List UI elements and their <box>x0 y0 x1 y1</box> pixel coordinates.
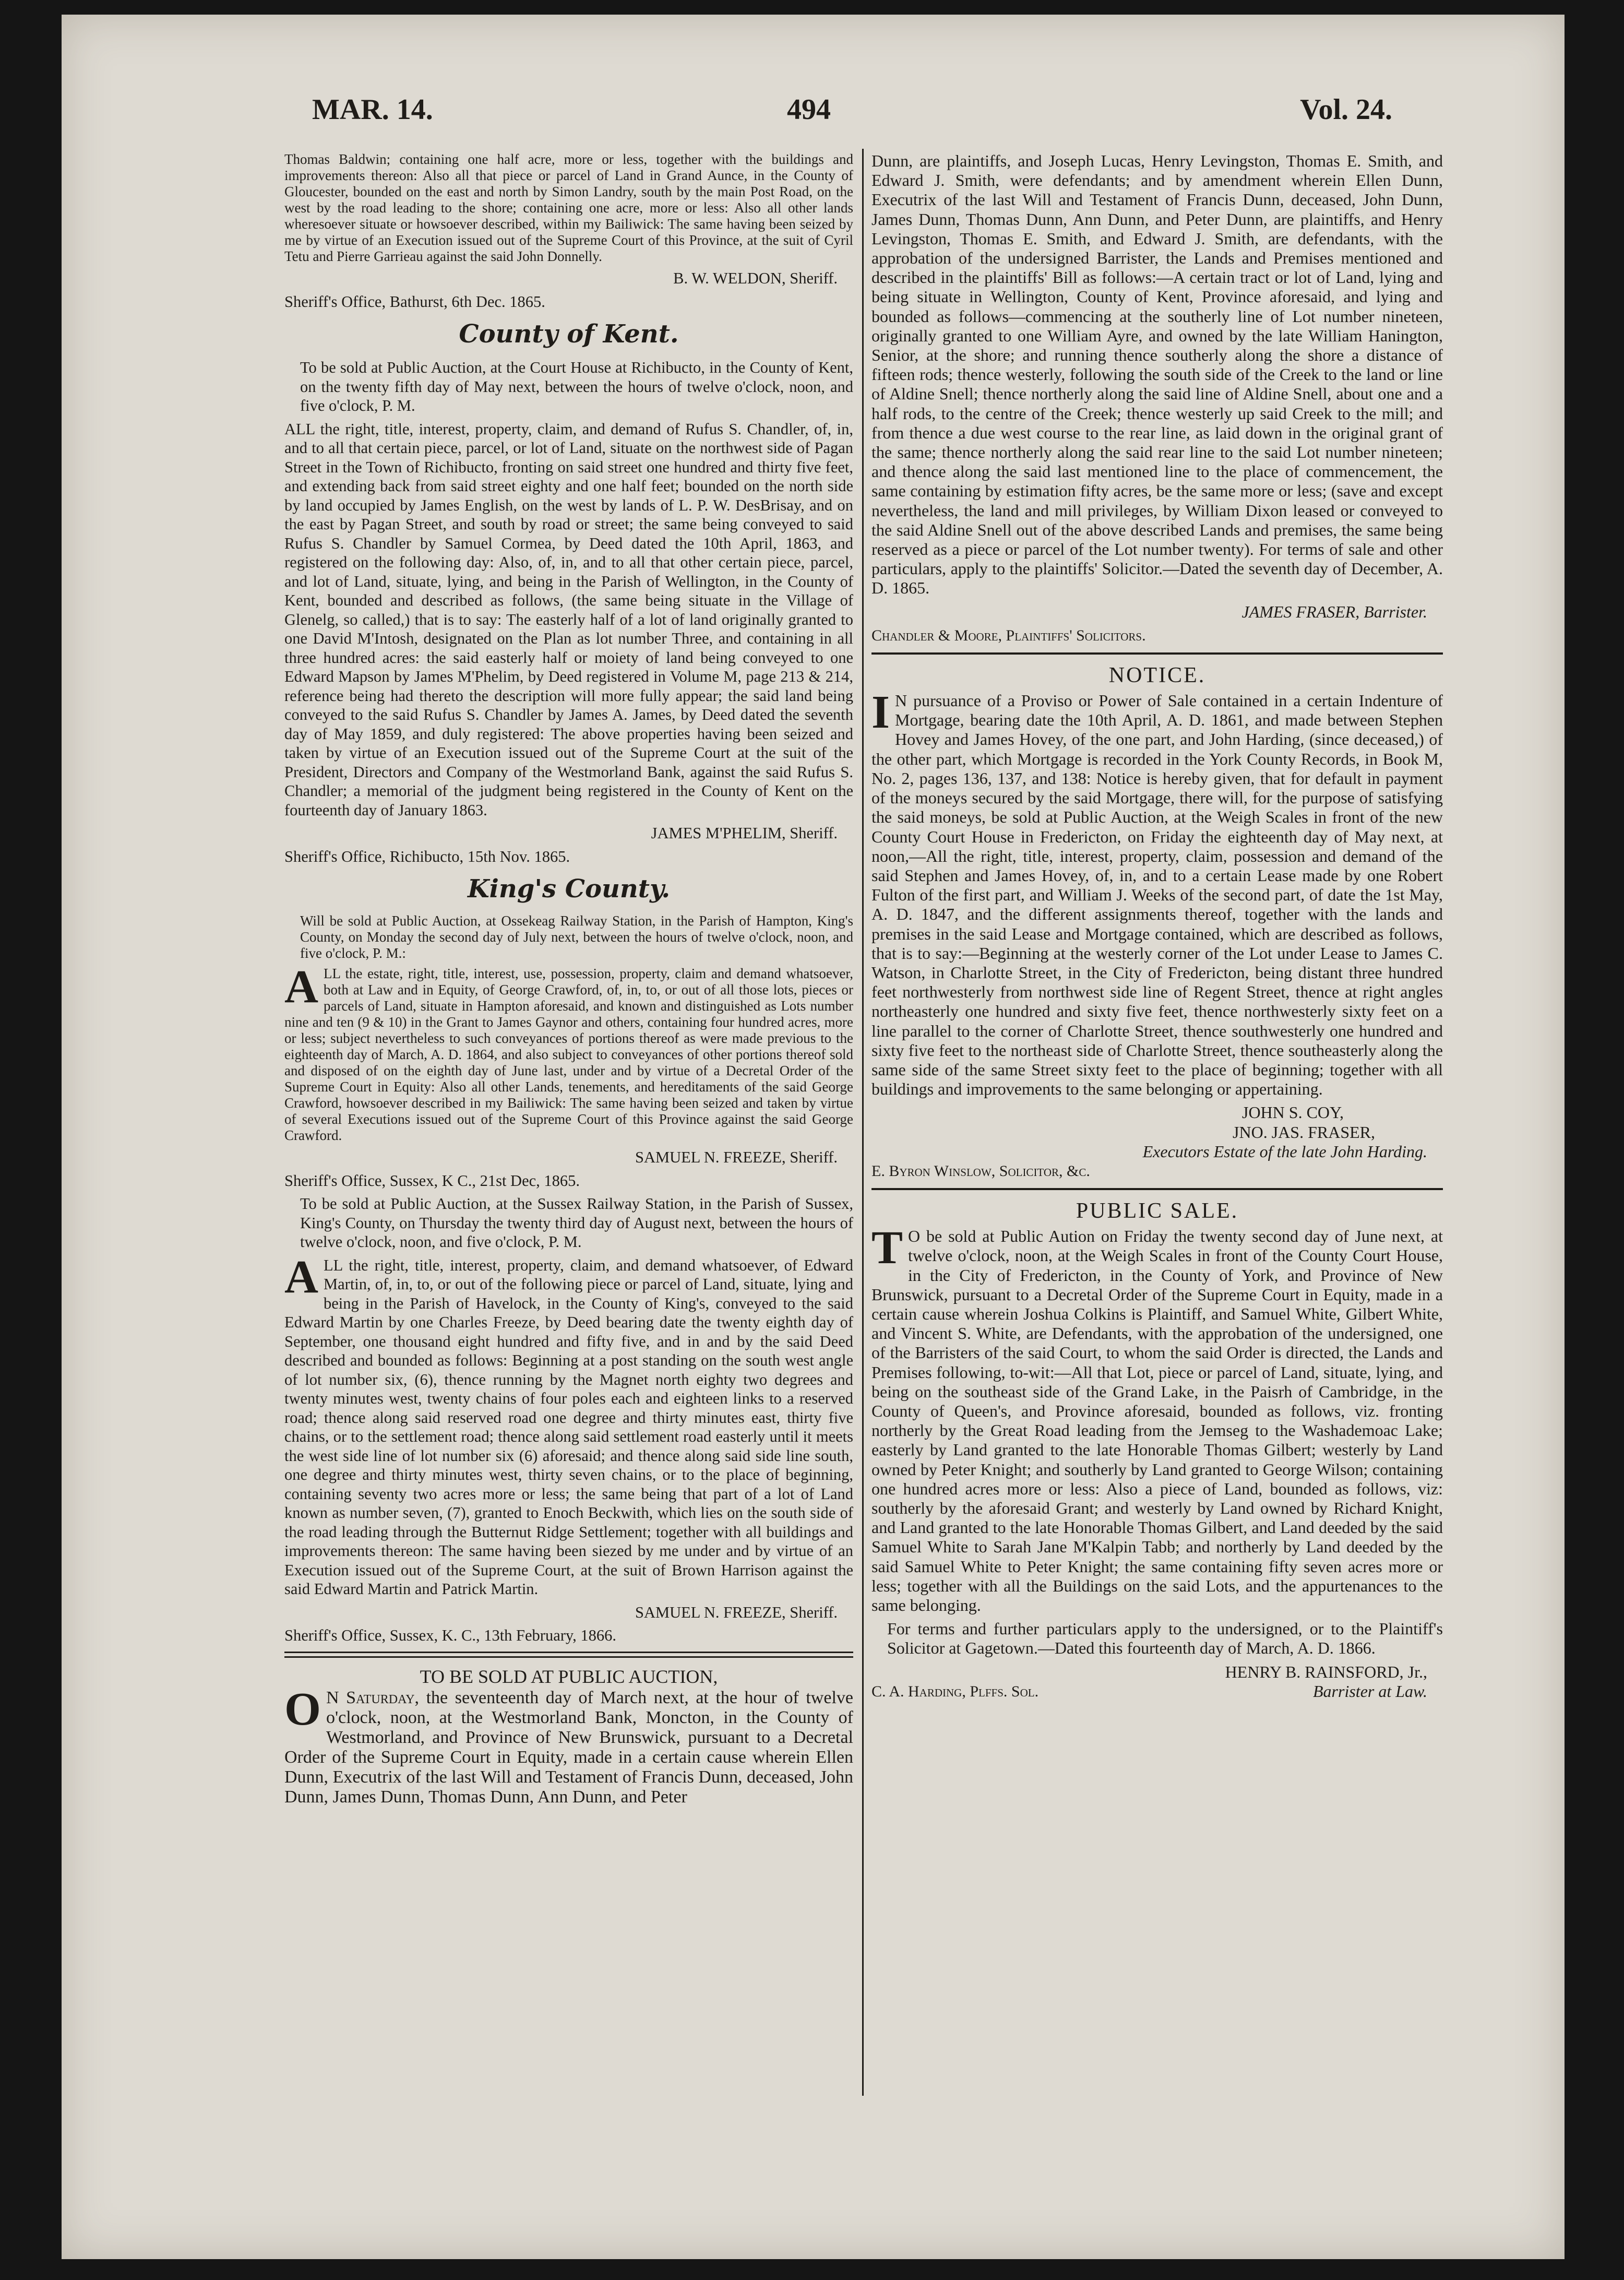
public-sale-dropcap: T <box>871 1222 903 1274</box>
notice-heading: NOTICE. <box>1108 663 1206 688</box>
notice-sig-fraser: JNO. JAS. FRASER, <box>1233 1122 1375 1142</box>
auction-body: the seventeenth day of March next, at the hour of twelve o'clock, noon, at the Westmorland Bank, Moncton, in the County of Westmorland, and Province of New Brunswick, pursuant to a Decretal Order of the Supreme Court in Equity, made in a certain cause wherein Ellen Dunn, Executrix of the last Will and Testament of Francis Dunn, deceased, John Dunn, James Dunn, Thomas Dunn, Ann Dunn, and Peter <box>284 1688 853 1807</box>
sussex-notice-body: LL the right, title, interest, property, claim, and demand whatsoever, of Edward Martin, of, in, to, or out of the following piece or parcel of Land, situate, lying and being in the Parish of Havelock, in the County of King's, conveyed to the said Edward Martin by one Charles Freeze, by Deed bearing date the twenty eighth day of September, one thousand eight hundred and fifty five, and in and by the said Deed described and bounded as follows: Beginning at a post standing on the south west angle of lot number six, (6), thence running by the Magnet north eighty two degrees and twenty minutes west, twenty chains of four poles each and eighteen links to a reserved road; thence along said reserved road one degree and thirty minutes east, thirty five chains, or to the settlement road; thence along said settlement road easterly until it meets the west side line of lot number six (6) aforesaid; and thence along said side line south, one degree and thirty minutes west, thirty seven chains, or to the place of beginning, containing seventy two acres more or less; the same being that part of a lot of Land known as number seven, (7), granted to Enoch Beckwith, which lies on the south side of the road leading through the Butternut Ridge Settlement; together with all buildings and improvements thereon: The same having been siezed by me under and by virtue of an Execution issued out of the Supreme Court, at the suit of Brown Harrison against the said Edward Martin and Patrick Martin. <box>284 1256 853 1598</box>
weldon-signature: B. W. WELDON, Sheriff. <box>673 269 838 287</box>
notice-dropcap: I <box>871 686 890 739</box>
public-sale-footer <box>871 1682 1443 1701</box>
kings-signature: SAMUEL N. FREEZE, Sheriff. <box>635 1148 838 1166</box>
notice-solicitor: E. Byron Winslow, Solicitor, &c. <box>871 1162 1090 1180</box>
weldon-notice-body: Thomas Baldwin; containing one half acre, more or less, together with the buildings and improvements thereon: Also all that piece or parcel of Land in Grand Aunce, in the County of Gloucester, bounded on the east and north by Simon Landry, south by the main Post Road, on the west by the road leading to the shore; containing one acre, more or less: Also all other lands wheresoever situate or howsoever described, within my Bailiwick: The same having been seized by me by virtue of an Execution issued out of the Supreme Court of this Province, at the suit of Cyril Tetu and Pierre Garrieau against the said John Donnelly. <box>284 151 853 264</box>
kings-intro: Will be sold at Public Auction, at Ossekeag Railway Station, in the Parish of Hampton, King's County, on Monday the second day of July next, between the hours of twelve o'clock, noon, and five o'clock, P. M.: <box>300 913 853 961</box>
kings-county-heading: King's County. <box>467 874 671 904</box>
kent-notice-body: ALL the right, title, interest, property, claim, and demand of Rufus S. Chandler, of, in, and to all that certain piece, parcel, or lot of Land, situate on the northwest side of Pagan Street in the Town of Richibucto, fronting on said street one hundred and thirty five feet, and extending back from said street eighty and one half feet; bounded on the north side by land occupied by James English, on the west by lands of L. P. W. DesBrisay, and on the east by Pagan Street, and south by road or street; the same being conveyed to said Rufus S. Chandler by Samuel Cormea, by Deed dated the 10th April, 1863, and registered on the following day: Also, of, in, and to all that other certain piece, parcel, and lot of Land, situate, lying, and being in the Parish of Wellington, in the County of Kent, bounded and described as follows, (the same being situate in the Village of Glenelg, so called,) that is to say: The easterly half of a lot of land originally granted to one David M'Intosh, designated on the Plan as lot number Three, and containing in all three hundred acres: the said easterly half or moiety of land being conveyed to one Edward Mapson by James M'Phelim, by Deed registered in Volume M, page 213 & 214, reference being had thereto the description will more fully appear; the said land being conveyed to the said Rufus S. Chandler by James A. James, by Deed dated the seventh day of May 1859, and duly registered: The above properties having been seized and taken by virtue of an Execution issued out of the Supreme Court at the suit of the President, Directors and Company of the Westmorland Bank, against the said Rufus S. Chandler; a memorial of the judgment being registered in the County of Kent on the fourteenth day of January 1863. <box>284 420 853 819</box>
section-rule <box>871 652 1443 655</box>
kings-notice-body: LL the estate, right, title, interest, use, possession, property, claim and demand whatsoever, both at Law and in Equity, of George Crawford, of, in, to, or out of all those lots, pieces or parcels of Land, situate in Hampton aforesaid, and known and distinguished as Lots number nine and ten (9 & 10) in the Grant to James Gaynor and others, containing four hundred acres, more or less; subject nevertheless to such conveyances of portions thereof as were made previous to the eighteenth day of March, A. D. 1864, and also subject to conveyances of other portions thereof sold and disposed of on the eighth day of June last, under and by virtue of a Decretal Order of the Supreme Court in Equity: Also all other Lands, tenements, and hereditaments of the said George Crawford, howsoever described in my Bailiwick: The same having been seized and taken by virtue of several Executions issued out of the Supreme Court of this Province against the said George Crawford. <box>284 966 853 1143</box>
public-sale-barrister: Barrister at Law. <box>1313 1681 1427 1701</box>
sussex-signature: SAMUEL N. FREEZE, Sheriff. <box>635 1603 838 1621</box>
right-column <box>871 151 1443 1701</box>
kent-office: Sheriff's Office, Richibucto, 15th Nov. 1865. <box>284 847 570 865</box>
public-sale-para <box>871 1222 1443 1615</box>
left-column <box>284 151 853 1811</box>
kings-dropcap: A <box>284 961 318 1013</box>
kings-notice <box>284 961 853 1144</box>
public-sale-terms: For terms and further particulars apply to the undersigned, or to the Plaintiff's Solicitor at Gagetown.—Dated this fourteenth day of March, A. D. 1866. <box>887 1619 1443 1658</box>
page-header <box>244 93 1444 140</box>
notice-executors: Executors Estate of the late John Harding. <box>1142 1142 1427 1161</box>
sussex-intro: To be sold at Public Auction, at the Sussex Railway Station, in the Parish of Sussex, King's County, on Thursday the twenty third day of August next, between the hours of twelve o'clock, noon, and five o'clock, P. M. <box>300 1195 853 1251</box>
dunn-signature: JAMES FRASER, Barrister. <box>1241 602 1427 621</box>
public-sale-heading: PUBLIC SALE. <box>1076 1199 1239 1224</box>
section-rule <box>284 1652 853 1658</box>
column-divider <box>862 149 864 2096</box>
kent-signature: JAMES M'PHELIM, Sheriff. <box>651 824 838 842</box>
auction-dropcap: O <box>284 1683 321 1735</box>
notice-para <box>871 686 1443 1099</box>
kings-office: Sheriff's Office, Sussex, K C., 21st Dec, 1865. <box>284 1171 580 1190</box>
page-number: 494 <box>787 93 831 126</box>
public-sale-body: O be sold at Public Aution on Friday the twenty second day of June next, at twelve o'clock, noon, at the Weigh Scales in front of the County Court House, in the City of Fredericton, in the County of York, and Province of New Brunswick, pursuant to a Decretal Order of the Supreme Court in Equity, made in a certain cause wherein Joshua Colkins is Plaintiff, and Samuel White, Gilbert White, and Vincent S. White, are Defendants, with the approbation of the undersigned, one of the Barristers of the said Court, to whom the said Order is directed, the Lands and Premises following, to-wit:—All that Lot, piece or parcel of Land, situate, lying, and being on the southeast side of the Grand Lake, in the Paisrh of Cambridge, in the County of Queen's, and Province aforesaid, bounded as follows, viz. fronting northerly by the Great Road leading from the Jemseg to the Washademoac Lake; easterly by Land granted to the late Honorable Thomas Gilbert; westerly by Land owned by Peter Knight; and southerly by Land granted to George Wilson; containing one hundred acres more or less: Also a piece of Land, bounded as follows, viz: southerly by the aforesaid Grant; and westerly by Land owned by Richard Knight, and Land granted to the late Honorable Thomas Gilbert, and Land deeded by the said Samuel White to Sarah Jane M'Kalpin Tabb; and northerly by Land deeded by the said Samuel White to Peter Knight; the same containing fifty seven acres more or less; together with all the Buildings on the said Lots, and the appurtenances to the same belonging. <box>871 1227 1443 1615</box>
issue-date: MAR. 14. <box>312 93 433 126</box>
weldon-office: Sheriff's Office, Bathurst, 6th Dec. 1865. <box>284 292 545 311</box>
sussex-notice <box>284 1251 853 1599</box>
notice-sig-coy: JOHN S. COY, <box>1241 1103 1344 1122</box>
sussex-office: Sheriff's Office, Sussex, K. C., 13th February, 1866. <box>284 1626 617 1644</box>
auction-notice <box>284 1683 853 1807</box>
public-sale-solicitor: C. A. Harding, Plffs. Sol. <box>871 1682 1039 1700</box>
public-sale-signature: HENRY B. RAINSFORD, Jr., <box>1225 1662 1427 1681</box>
notice-body: N pursuance of a Proviso or Power of Sale contained in a certain Indenture of Mortgage, bearing date the 10th April, A. D. 1861, and made between Stephen Hovey and James Hovey, of the one part, and John Harding, (since deceased,) of the other part, which Mortgage is recorded in the York County Records, in Book M, No. 2, pages 136, 137, and 138: Notice is hereby given, that for default in payment of the moneys secured by the said Mortgage, there will, for the purpose of satisfying the said moneys, be sold at Public Auction, at the Weigh Scales in front of the new County Court House in Fredericton, on Friday the eighteenth day of May next, at noon,—All the right, title, interest, property, claim, possession and demand of the said Stephen and James Hovey, of, in, and to a certain Lease made by one Robert Fulton of the first part, and William J. Weeks of the second part, of date the 1st May, A. D. 1847, and the different assignments thereof, together with the lands and premises in the said Lease and Mortgage contained, which are described as follows, that is to say:—Beginning at the westerly corner of the Lot under Lease to James C. Watson, in Charlotte Street, in the City of Fredericton, being distant three hundred feet northwesterly from northwest side line of Regent Street, thence at right angles northeasterly one hundred and sixty five feet, thence northwesterly sixty feet on a line parallel to the corner of Charlotte Street, thence southwesterly one hundred and sixty five feet to the northeast side of Charlotte Street, thence southeasterly along the same side of the same Street sixty feet to the place of beginning; together with all buildings and improvements to the same belonging or appertaining. <box>871 691 1443 1099</box>
volume-number: Vol. 24. <box>1300 93 1392 126</box>
county-of-kent-heading: County of Kent. <box>459 319 679 349</box>
auction-lead: N Saturday, <box>326 1688 420 1707</box>
dunn-solicitors: Chandler & Moore, Plaintiffs' Solicitors. <box>871 626 1146 644</box>
dunn-notice-body: Dunn, are plaintiffs, and Joseph Lucas, Henry Levingston, Thomas E. Smith, and Edward J. Smith, were defendants; and by amendment wherein Ellen Dunn, Executrix of the last Will and Testament of Francis Dunn, deceased, John Dunn, James Dunn, Thomas Dunn, Ann Dunn, and Peter Dunn, are plaintiffs, and Henry Levingston, Thomas E. Smith, and Edward J. Smith, are defendants, with the approbation of the undersigned Barrister, the Lands and Premises mentioned and described in the plaintiffs' Bill as follows:—A certain tract or lot of Land, lying and being situate in Wellington, County of Kent, Province aforesaid, and lying and bounded as follows—commencing at the southerly line of Lot number nineteen, originally granted to one William Ayre, and owned by the late William Hanington, Senior, at the shore; and running thence southerly along the shore a distance of fifteen rods; thence westerly, following the south side of the Creek to the land or line of Aldine Snell; thence northerly along the said line of Aldine Snell, about one and a half rods, to the centre of the Creek; thence westerly up said Creek to the mill; and from thence a due west course to the rear line, as laid down in the original grant of the same; thence northerly along the said rear line to the said Lot number nineteen; and thence along the said last mentioned line to the place of commencement, the same containing by estimation fifty acres, be the same more or less; (save and except nevertheless, the land and mill privileges, by William Dixon leased or conveyed to the said Aldine Snell out of the above described Lands and premises, the same being reserved as a piece or parcel of the Lot number twenty). For terms of sale and other particulars, apply to the plaintiffs' Solicitor.—Dated the seventh day of December, A. D. 1865. <box>871 151 1443 598</box>
sussex-dropcap: A <box>284 1251 318 1303</box>
section-rule <box>871 1188 1443 1190</box>
kent-intro: To be sold at Public Auction, at the Court House at Richibucto, in the County of Kent, on the twenty fifth day of May next, between the hours of twelve o'clock, noon, and five o'clock, P. M. <box>300 359 853 414</box>
auction-heading: TO BE SOLD AT PUBLIC AUCTION, <box>420 1666 718 1687</box>
